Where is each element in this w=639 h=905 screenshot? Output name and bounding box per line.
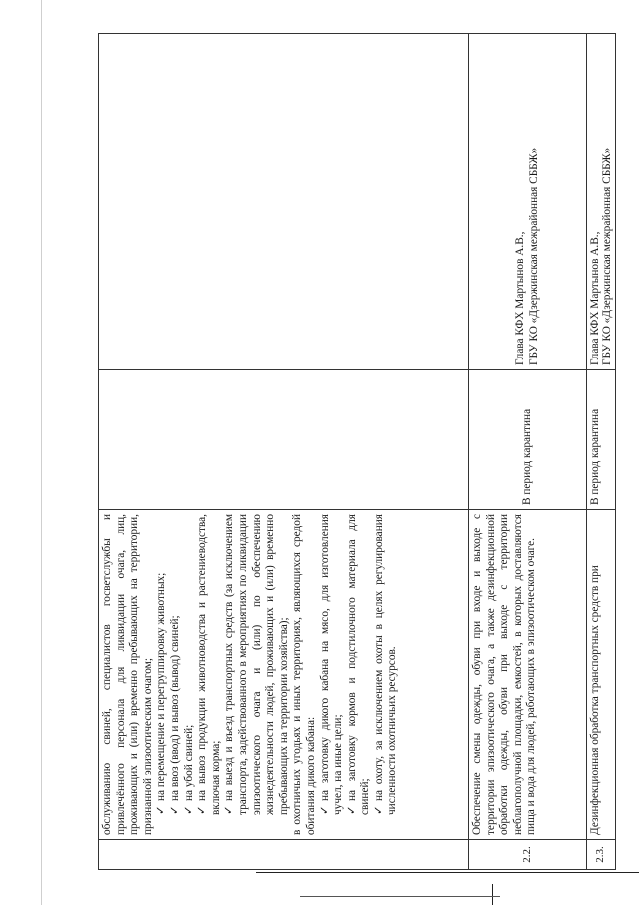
checkmark-icon: ✓ xyxy=(155,805,168,815)
term-cell xyxy=(99,370,469,510)
item-text: на перемещение и перегруппировку животных; xyxy=(155,572,168,801)
document-page xyxy=(98,34,613,870)
responsible-line: ГБУ КО «Дзержинская межрайонная СББЖ» xyxy=(527,147,540,365)
bullet-item xyxy=(346,514,373,835)
item-text: на заготовку кормов и подстилочного материала для свиней; xyxy=(345,514,372,815)
row-number: 2.3. xyxy=(587,840,616,870)
checkmark-icon: ✓ xyxy=(318,805,331,815)
bullet-item xyxy=(196,514,223,835)
checkmark-icon: ✓ xyxy=(223,805,236,815)
checkmark-icon: ✓ xyxy=(196,805,209,815)
measures-table xyxy=(98,33,616,870)
rotated-table-wrapper xyxy=(98,34,613,870)
text-line xyxy=(101,514,155,835)
scan-artifact-line xyxy=(492,884,493,905)
checkmark-icon: ✓ xyxy=(345,805,358,815)
item-text: на ввоз (ввод) и вывоз (вывод) свиней; xyxy=(168,615,181,801)
row-number xyxy=(99,840,469,870)
text-line xyxy=(291,514,318,835)
table-row xyxy=(469,34,587,870)
bullet-item xyxy=(169,514,183,835)
scan-artifact-line xyxy=(256,872,639,873)
responsible-line: Глава КФХ Мартынов А.В., xyxy=(589,231,601,365)
responsible-line: Глава КФХ Мартынов А.В., xyxy=(513,231,526,365)
item-text: обслуживанию свиней, специалистов госветслужбы и привлечённого персонала для ликвидации очага, лиц, проживающих и (или) временно пребывающих на территории, признанной эпизоотическим очагом; xyxy=(101,514,154,835)
item-text: на убой свиней; xyxy=(182,724,195,801)
bullet-item xyxy=(319,514,346,835)
bullet-item xyxy=(373,514,400,835)
scan-artifact-line xyxy=(300,896,500,897)
responsible-cell xyxy=(469,34,587,370)
term-cell: В период карантина xyxy=(469,370,587,510)
measure-text xyxy=(99,510,469,840)
bullet-item xyxy=(223,514,291,835)
table-row xyxy=(587,34,616,870)
item-text: на заготовку дикого кабана на мясо, для изготовления чучел, на иные цели; xyxy=(318,514,345,815)
checkmark-icon: ✓ xyxy=(372,805,385,815)
measure-text: Дезинфекционная обработка транспортных средств при xyxy=(587,510,616,840)
item-text: на охоту, за исключением охоты в целях регулирования численности охотничьих ресурсов. xyxy=(372,514,399,815)
responsible-cell xyxy=(99,34,469,370)
bullet-item xyxy=(155,514,169,835)
checkmark-icon: ✓ xyxy=(168,805,181,815)
checkmark-icon: ✓ xyxy=(182,805,195,815)
item-text: на выезд и въезд транспортных средств (за исключением транспорта, задействованного в мероприятиях по ликвидации эпизоотического очага и (или) по обеспечению жизнедеятельности людей, проживающих и (или) временно пребывающих на территории хозяйства); xyxy=(223,514,290,815)
bullet-item xyxy=(183,514,197,835)
term-cell: В период карантина xyxy=(587,370,616,510)
responsible-line: ГБУ КО «Дзержинская межрайонная СББЖ» xyxy=(601,147,613,365)
measure-text: Обеспечение смены одежды, обуви при входе и выходе с территории эпизоотического очага, а также дезинфекционной обработки одежды, обуви при выходе с территории неблагополучной площадки, емкостей, в которых доставляются пища и вода для людей, работающих в эпизоотическом очаге. xyxy=(469,510,587,840)
responsible-cell xyxy=(587,34,616,370)
item-text: в охотничьих угодьях и иных территориях, являющихся средой обитания дикого кабана: xyxy=(291,514,317,835)
item-text: на вывоз продукции животноводства и растениеводства, включая корма; xyxy=(196,514,222,815)
row-number: 2.2. xyxy=(469,840,587,870)
scan-edge xyxy=(41,0,42,905)
table-row xyxy=(99,34,469,870)
